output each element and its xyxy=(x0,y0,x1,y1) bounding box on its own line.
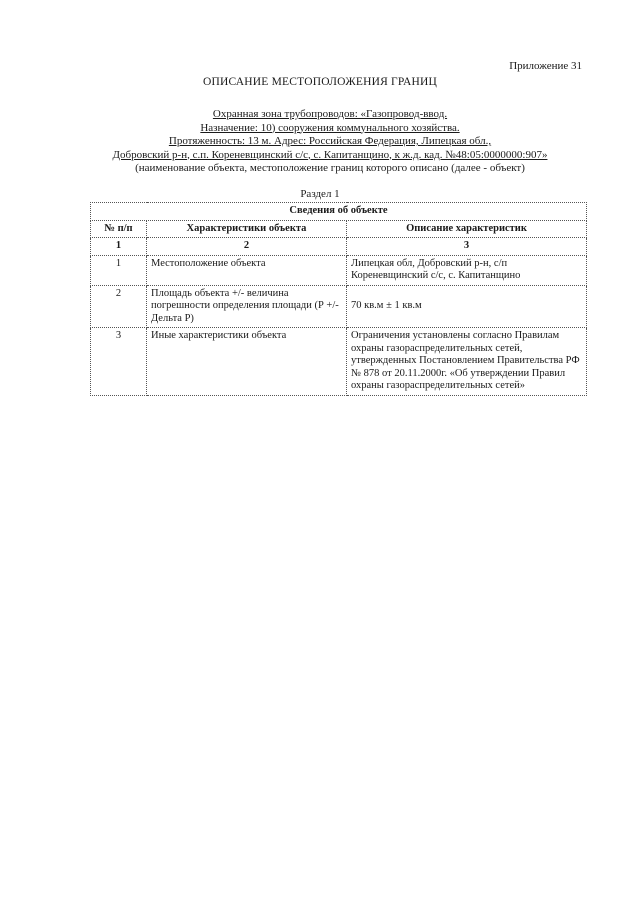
header-number: № п/п xyxy=(91,220,147,238)
row-characteristic: Иные характеристики объекта xyxy=(147,328,347,396)
table-title-row xyxy=(91,203,587,221)
row-description: Липецкая обл, Добровский р-н, с/п Кореневщинский с/с, с. Капитанщино xyxy=(347,255,587,285)
object-line: Назначение: 10) сооружения коммунального хозяйства. xyxy=(200,121,460,134)
object-line: Охранная зона трубопроводов: «Газопровод-ввод. xyxy=(212,108,448,120)
appendix-label: Приложение 31 xyxy=(509,60,582,72)
table-title: Сведения об объекте xyxy=(91,203,587,221)
column-number: 2 xyxy=(147,238,347,256)
row-number: 3 xyxy=(91,328,147,396)
object-info-table xyxy=(90,202,587,396)
row-description: 70 кв.м ± 1 кв.м xyxy=(347,285,587,328)
document-title: ОПИСАНИЕ МЕСТОПОЛОЖЕНИЯ ГРАНИЦ xyxy=(202,76,438,88)
row-number: 1 xyxy=(91,255,147,285)
column-number: 1 xyxy=(91,238,147,256)
row-description: Ограничения установлены согласно Правилам охраны газораспределительных сетей, утвержденных Постановлением Правительства РФ № 878 от 20.11.2000г. «Об утверждении Правил охраны газораспределительных сетей» xyxy=(347,328,587,396)
header-characteristic: Характеристики объекта xyxy=(147,220,347,238)
table-row xyxy=(91,328,587,396)
section-title: Раздел 1 xyxy=(300,188,340,200)
header-description: Описание характеристик xyxy=(347,220,587,238)
object-line: Добровский р-н, с.п. Кореневщинский с/с, с. Капитанщино, к ж.д. кад. №48:05:0000000:907» xyxy=(112,148,548,161)
object-line: Протяженность: 13 м. Адрес: Российская Федерация, Липецкая обл., xyxy=(168,135,492,147)
object-description xyxy=(60,108,600,176)
table-row xyxy=(91,255,587,285)
object-caption: (наименование объекта, местоположение границ которого описано (далее - объект) xyxy=(135,162,525,174)
column-number: 3 xyxy=(347,238,587,256)
row-characteristic: Площадь объекта +/- величина погрешности определения площади (Р +/- Дельта Р) xyxy=(147,285,347,328)
row-characteristic: Местоположение объекта xyxy=(147,255,347,285)
column-number-row xyxy=(91,238,587,256)
table-row xyxy=(91,285,587,328)
table-header-row xyxy=(91,220,587,238)
row-number: 2 xyxy=(91,285,147,328)
